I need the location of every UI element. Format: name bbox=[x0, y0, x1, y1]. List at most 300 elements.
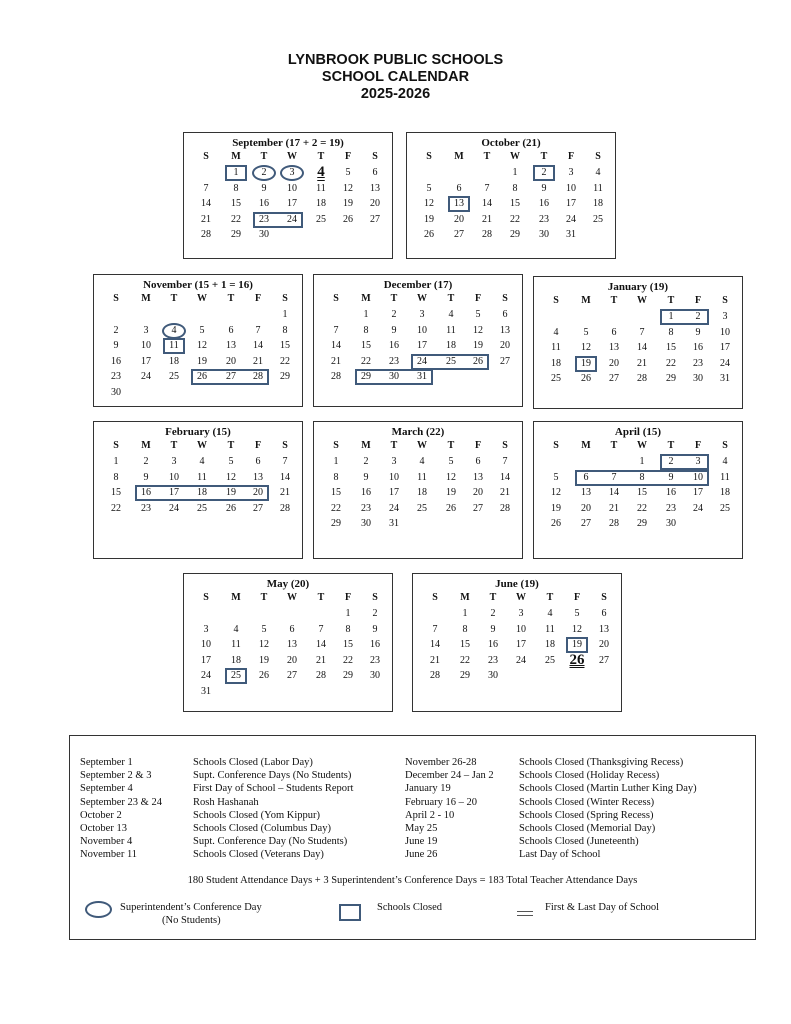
day-cell: 7 bbox=[255, 324, 261, 336]
day-cell: 20 bbox=[226, 355, 236, 367]
day-cell: 23 bbox=[389, 355, 399, 367]
weekday-label: T bbox=[317, 592, 325, 603]
month-0 bbox=[183, 132, 393, 259]
day-cell: 11 bbox=[231, 639, 241, 650]
weekday-label: T bbox=[610, 440, 618, 451]
weekday-label: S bbox=[203, 592, 209, 603]
day-cell: 17 bbox=[566, 198, 576, 209]
day-cell: 7 bbox=[639, 326, 645, 338]
day-cell: 8 bbox=[282, 324, 288, 336]
weekday-label: T bbox=[317, 151, 325, 162]
day-cell: 16 bbox=[370, 639, 380, 650]
weekday-label: S bbox=[113, 440, 119, 451]
day-cell: 22 bbox=[111, 502, 121, 514]
day-cell: 10 bbox=[389, 471, 399, 483]
day-cell: 6 bbox=[255, 456, 261, 467]
day-cell: 14 bbox=[253, 340, 263, 351]
weekday-label: T bbox=[260, 592, 268, 603]
weekday-label: F bbox=[474, 440, 482, 451]
day-cell: 7 bbox=[318, 623, 324, 635]
day-cell: 12 bbox=[226, 471, 236, 483]
day-cell: 21 bbox=[280, 487, 290, 498]
day-cell: 21 bbox=[609, 502, 619, 514]
day-cell: 8 bbox=[333, 471, 339, 483]
day-cell: 8 bbox=[345, 623, 351, 635]
day-cell: 16 bbox=[693, 342, 703, 353]
day-cell: 22 bbox=[460, 654, 470, 666]
day-cell: 31 bbox=[720, 373, 730, 384]
day-cell: 22 bbox=[331, 502, 341, 514]
event-description: Schools Closed (Spring Recess) bbox=[519, 809, 654, 821]
weekday-label: W bbox=[287, 592, 297, 603]
day-cell: 17 bbox=[141, 355, 151, 367]
weekday-label: W bbox=[417, 440, 427, 451]
event-date: May 25 bbox=[405, 823, 438, 834]
day-cell: 15 bbox=[361, 340, 371, 351]
day-cell: 9 bbox=[113, 340, 119, 351]
day-cell: 31 bbox=[417, 371, 427, 382]
day-cell: 16 bbox=[141, 487, 151, 498]
day-cell: 21 bbox=[201, 213, 211, 225]
day-cell: 21 bbox=[253, 355, 263, 367]
day-cell: 15 bbox=[331, 487, 341, 498]
day-cell: 10 bbox=[141, 340, 151, 351]
day-cell: 13 bbox=[581, 487, 591, 498]
event-description: Schools Closed (Martin Luther King Day) bbox=[519, 783, 697, 795]
day-cell: 20 bbox=[581, 502, 591, 514]
day-cell: 9 bbox=[695, 326, 701, 338]
day-cell: 18 bbox=[446, 340, 456, 351]
month-name: February (15) bbox=[165, 426, 231, 438]
day-cell: 3 bbox=[568, 167, 574, 178]
day-cell: 7 bbox=[484, 182, 490, 194]
weekday-label: W bbox=[637, 440, 647, 451]
day-cell: 12 bbox=[446, 471, 456, 483]
month-4 bbox=[533, 276, 743, 409]
event-description: First Day of School – Students Report bbox=[193, 783, 354, 795]
weekday-label: S bbox=[372, 592, 378, 603]
day-cell: 15 bbox=[460, 639, 470, 650]
month-name: March (22) bbox=[391, 426, 445, 438]
day-cell: 16 bbox=[361, 487, 371, 498]
event-date: October 13 bbox=[80, 823, 127, 834]
weekday-label: S bbox=[333, 440, 339, 451]
day-cell: 22 bbox=[510, 213, 520, 225]
day-cell: 28 bbox=[609, 518, 619, 529]
weekday-label: F bbox=[694, 440, 702, 451]
day-cell: 14 bbox=[482, 198, 492, 209]
day-cell: 23 bbox=[361, 502, 371, 514]
key-box-label: Schools Closed bbox=[377, 902, 443, 913]
day-cell: 22 bbox=[361, 355, 371, 367]
day-cell: 20 bbox=[253, 487, 263, 498]
weekday-label: W bbox=[516, 592, 526, 603]
event-date: June 26 bbox=[405, 849, 438, 861]
day-cell: 24 bbox=[566, 213, 576, 225]
district-title: LYNBROOK PUBLIC SCHOOLS bbox=[287, 52, 504, 68]
event-description: Schools Closed (Veterans Day) bbox=[193, 849, 324, 861]
day-cell: 23 bbox=[141, 502, 151, 514]
day-cell: 26 bbox=[569, 651, 585, 668]
closed-box-icon bbox=[339, 904, 361, 921]
weekday-label: T bbox=[227, 293, 235, 304]
weekday-label: T bbox=[546, 592, 554, 603]
day-cell: 20 bbox=[500, 340, 510, 351]
day-cell: 3 bbox=[203, 623, 209, 635]
day-cell: 3 bbox=[171, 456, 177, 467]
day-cell: 17 bbox=[201, 654, 211, 666]
day-cell: 5 bbox=[345, 167, 351, 178]
day-cell: 15 bbox=[637, 487, 647, 498]
day-cell: 20 bbox=[473, 487, 483, 498]
day-cell: 18 bbox=[316, 198, 326, 209]
day-cell: 2 bbox=[113, 324, 119, 336]
day-cell: 9 bbox=[143, 471, 149, 483]
day-cell: 13 bbox=[454, 198, 464, 209]
month-name: January (19) bbox=[607, 281, 669, 293]
day-cell: 6 bbox=[372, 167, 378, 178]
day-cell: 17 bbox=[516, 639, 526, 650]
day-cell: 3 bbox=[518, 608, 524, 619]
day-cell: 18 bbox=[197, 487, 207, 498]
day-cell: 2 bbox=[695, 311, 701, 322]
day-cell: 5 bbox=[448, 456, 454, 467]
day-cell: 9 bbox=[363, 471, 369, 483]
day-cell: 19 bbox=[424, 213, 434, 225]
weekday-label: T bbox=[170, 440, 178, 451]
day-cell: 17 bbox=[693, 487, 703, 498]
day-cell: 31 bbox=[201, 685, 211, 697]
day-cell: 21 bbox=[637, 357, 647, 369]
day-cell: 26 bbox=[226, 502, 236, 514]
day-cell: 11 bbox=[169, 340, 179, 351]
event-date: November 26-28 bbox=[405, 757, 477, 768]
day-cell: 4 bbox=[419, 456, 425, 467]
day-cell: 10 bbox=[720, 326, 730, 338]
day-cell: 9 bbox=[668, 471, 674, 483]
day-cell: 11 bbox=[316, 182, 326, 194]
event-date: December 24 – Jan 2 bbox=[405, 770, 494, 782]
day-cell: 16 bbox=[666, 487, 676, 498]
day-cell: 6 bbox=[228, 324, 234, 336]
weekday-label: M bbox=[581, 440, 591, 451]
day-cell: 18 bbox=[593, 198, 603, 209]
day-cell: 23 bbox=[693, 357, 703, 369]
month-2 bbox=[93, 274, 303, 407]
event-description: Schools Closed (Yom Kippur) bbox=[193, 809, 320, 821]
day-cell: 9 bbox=[372, 623, 378, 635]
day-cell: 12 bbox=[343, 182, 353, 194]
day-cell: 5 bbox=[583, 326, 589, 338]
weekday-label: T bbox=[489, 592, 497, 603]
day-cell: 23 bbox=[666, 502, 676, 514]
day-cell: 11 bbox=[720, 471, 730, 483]
day-cell: 4 bbox=[553, 326, 559, 338]
weekday-label: S bbox=[282, 440, 288, 451]
day-cell: 25 bbox=[231, 670, 241, 681]
day-cell: 12 bbox=[581, 342, 591, 353]
day-cell: 24 bbox=[201, 670, 211, 681]
day-cell: 12 bbox=[572, 623, 582, 635]
month-name: June (19) bbox=[495, 578, 539, 590]
day-cell: 18 bbox=[720, 487, 730, 498]
day-cell: 27 bbox=[500, 355, 510, 367]
day-cell: 25 bbox=[720, 502, 730, 514]
day-cell: 30 bbox=[111, 386, 121, 398]
day-cell: 25 bbox=[169, 371, 179, 382]
day-cell: 3 bbox=[143, 324, 149, 336]
event-description: Rosh Hashanah bbox=[193, 796, 259, 808]
weekday-label: S bbox=[333, 293, 339, 304]
event-date: September 1 bbox=[80, 757, 133, 768]
weekday-label: F bbox=[567, 151, 575, 162]
weekday-label: S bbox=[502, 293, 508, 304]
attendance-summary: 180 Student Attendance Days + 3 Superintendent’s Conference Days = 183 Total Teacher Attendance Days bbox=[187, 875, 638, 886]
day-cell: 13 bbox=[287, 639, 297, 650]
event-date: January 19 bbox=[405, 783, 451, 795]
event-date: September 23 & 24 bbox=[80, 796, 162, 808]
weekday-label: M bbox=[454, 151, 464, 162]
weekday-label: T bbox=[260, 151, 268, 162]
weekday-label: S bbox=[426, 151, 432, 162]
event-description: Schools Closed (Thanksgiving Recess) bbox=[519, 757, 684, 768]
day-cell: 24 bbox=[516, 654, 526, 666]
day-cell: 16 bbox=[389, 340, 399, 351]
weekday-label: F bbox=[344, 592, 352, 603]
day-cell: 24 bbox=[389, 502, 399, 514]
day-cell: 19 bbox=[572, 639, 582, 650]
event-description: Schools Closed (Holiday Recess) bbox=[519, 770, 660, 782]
day-cell: 28 bbox=[201, 229, 211, 240]
weekday-label: S bbox=[113, 293, 119, 304]
day-cell: 2 bbox=[391, 309, 397, 320]
day-cell: 8 bbox=[639, 471, 645, 483]
day-cell: 10 bbox=[169, 471, 179, 483]
day-cell: 5 bbox=[228, 456, 234, 467]
day-cell: 15 bbox=[111, 487, 121, 498]
day-cell: 3 bbox=[419, 309, 425, 320]
month-name: September (17 + 2 = 19) bbox=[232, 137, 344, 149]
day-cell: 5 bbox=[261, 623, 267, 635]
day-cell: 1 bbox=[462, 608, 468, 619]
month-9 bbox=[412, 573, 622, 712]
day-cell: 1 bbox=[282, 309, 288, 320]
day-cell: 4 bbox=[233, 623, 239, 635]
day-cell: 29 bbox=[331, 518, 341, 529]
day-cell: 13 bbox=[253, 471, 263, 483]
day-cell: 27 bbox=[253, 502, 263, 514]
day-cell: 30 bbox=[488, 670, 498, 681]
key-oval-sub: (No Students) bbox=[162, 915, 221, 926]
day-cell: 15 bbox=[343, 639, 353, 650]
day-cell: 20 bbox=[287, 654, 297, 666]
day-cell: 15 bbox=[231, 198, 241, 209]
weekday-label: T bbox=[483, 151, 491, 162]
day-cell: 25 bbox=[417, 502, 427, 514]
weekday-label: T bbox=[390, 293, 398, 304]
day-cell: 14 bbox=[609, 487, 619, 498]
day-cell: 19 bbox=[581, 357, 591, 369]
weekday-label: S bbox=[432, 592, 438, 603]
day-cell: 27 bbox=[226, 371, 236, 382]
day-cell: 27 bbox=[599, 654, 609, 666]
weekday-label: W bbox=[197, 293, 207, 304]
day-cell: 22 bbox=[280, 355, 290, 367]
weekday-label: M bbox=[581, 295, 591, 306]
day-cell: 14 bbox=[280, 471, 290, 483]
day-cell: 11 bbox=[417, 471, 427, 483]
weekday-label: S bbox=[553, 440, 559, 451]
day-cell: 11 bbox=[545, 623, 555, 635]
day-cell: 17 bbox=[169, 487, 179, 498]
day-cell: 29 bbox=[460, 670, 470, 681]
day-cell: 18 bbox=[417, 487, 427, 498]
month-5 bbox=[93, 421, 303, 559]
month-name: May (20) bbox=[266, 578, 310, 590]
day-cell: 29 bbox=[343, 670, 353, 681]
conference-oval-icon bbox=[85, 901, 112, 918]
day-cell: 14 bbox=[316, 639, 326, 650]
day-cell: 27 bbox=[609, 373, 619, 384]
weekday-label: S bbox=[502, 440, 508, 451]
day-cell: 4 bbox=[448, 309, 454, 320]
day-cell: 3 bbox=[722, 311, 728, 322]
day-cell: 28 bbox=[482, 229, 492, 240]
event-description: Schools Closed (Columbus Day) bbox=[193, 823, 331, 834]
day-cell: 9 bbox=[261, 182, 267, 194]
weekday-label: S bbox=[372, 151, 378, 162]
weekday-label: S bbox=[601, 592, 607, 603]
day-cell: 20 bbox=[370, 198, 380, 209]
day-cell: 23 bbox=[539, 213, 549, 225]
day-cell: 14 bbox=[331, 340, 341, 351]
day-cell: 1 bbox=[333, 456, 339, 467]
key-oval-label: Superintendent’s Conference Day bbox=[120, 902, 262, 913]
day-cell: 19 bbox=[446, 487, 456, 498]
day-cell: 4 bbox=[547, 608, 553, 619]
month-8 bbox=[183, 573, 393, 712]
day-cell: 11 bbox=[197, 471, 207, 483]
day-cell: 2 bbox=[372, 608, 378, 619]
day-cell: 26 bbox=[259, 670, 269, 681]
event-date: September 4 bbox=[80, 783, 133, 795]
day-cell: 6 bbox=[611, 326, 617, 338]
day-cell: 17 bbox=[720, 342, 730, 353]
day-cell: 1 bbox=[363, 309, 369, 320]
day-cell: 29 bbox=[666, 373, 676, 384]
day-cell: 8 bbox=[668, 326, 674, 338]
day-cell: 10 bbox=[201, 639, 211, 650]
day-cell: 24 bbox=[693, 502, 703, 514]
day-cell: 21 bbox=[331, 355, 341, 367]
day-cell: 11 bbox=[593, 182, 603, 194]
weekday-label: S bbox=[553, 295, 559, 306]
day-cell: 25 bbox=[593, 213, 603, 225]
day-cell: 31 bbox=[566, 229, 576, 240]
day-cell: 28 bbox=[253, 371, 263, 382]
weekday-label: M bbox=[361, 440, 371, 451]
weekday-label: T bbox=[447, 293, 455, 304]
weekday-label: F bbox=[573, 592, 581, 603]
month-name: April (15) bbox=[614, 426, 662, 438]
day-cell: 27 bbox=[454, 229, 464, 240]
day-cell: 6 bbox=[601, 608, 607, 619]
day-cell: 19 bbox=[226, 487, 236, 498]
day-cell: 11 bbox=[551, 342, 561, 353]
day-cell: 28 bbox=[280, 502, 290, 514]
day-cell: 4 bbox=[722, 456, 728, 467]
day-cell: 13 bbox=[599, 623, 609, 635]
day-cell: 20 bbox=[454, 213, 464, 225]
day-cell: 26 bbox=[581, 373, 591, 384]
event-description: Schools Closed (Memorial Day) bbox=[519, 823, 656, 834]
day-cell: 12 bbox=[551, 487, 561, 498]
month-7 bbox=[533, 421, 743, 559]
event-description: Schools Closed (Winter Recess) bbox=[519, 796, 655, 808]
day-cell: 10 bbox=[566, 182, 576, 194]
weekday-label: M bbox=[141, 293, 151, 304]
day-cell: 24 bbox=[287, 213, 297, 225]
day-cell: 16 bbox=[111, 355, 121, 367]
day-cell: 1 bbox=[639, 456, 645, 467]
weekday-label: T bbox=[447, 440, 455, 451]
day-cell: 29 bbox=[280, 371, 290, 382]
day-cell: 17 bbox=[417, 340, 427, 351]
day-cell: 25 bbox=[446, 355, 456, 367]
day-cell: 22 bbox=[231, 213, 241, 225]
day-cell: 5 bbox=[574, 608, 580, 619]
day-cell: 13 bbox=[500, 324, 510, 336]
key-line-label: First & Last Day of School bbox=[545, 902, 660, 913]
day-cell: 19 bbox=[551, 502, 561, 514]
day-cell: 18 bbox=[551, 357, 561, 369]
day-cell: 2 bbox=[668, 456, 674, 467]
weekday-label: W bbox=[510, 151, 520, 162]
day-cell: 17 bbox=[389, 487, 399, 498]
day-cell: 7 bbox=[611, 471, 617, 483]
school-year: 2025-2026 bbox=[360, 86, 431, 102]
weekday-label: F bbox=[254, 293, 262, 304]
day-cell: 29 bbox=[510, 229, 520, 240]
day-cell: 24 bbox=[720, 357, 730, 369]
calendar-title: SCHOOL CALENDAR bbox=[321, 69, 470, 85]
day-cell: 30 bbox=[539, 229, 549, 240]
day-cell: 1 bbox=[345, 608, 351, 619]
day-cell: 19 bbox=[197, 355, 207, 367]
day-cell: 9 bbox=[541, 182, 547, 194]
day-cell: 22 bbox=[637, 502, 647, 514]
event-description: Supt. Conference Day (No Students) bbox=[193, 836, 348, 848]
day-cell: 29 bbox=[231, 229, 241, 240]
day-cell: 5 bbox=[426, 182, 432, 194]
weekday-label: S bbox=[203, 151, 209, 162]
month-1 bbox=[406, 132, 616, 259]
day-cell: 4 bbox=[171, 324, 177, 336]
weekday-label: T bbox=[610, 295, 618, 306]
event-description: Supt. Conference Days (No Students) bbox=[193, 770, 352, 782]
day-cell: 10 bbox=[693, 471, 703, 483]
day-cell: 2 bbox=[261, 167, 267, 178]
event-description: Schools Closed (Juneteenth) bbox=[519, 836, 639, 848]
day-cell: 12 bbox=[197, 340, 207, 351]
day-cell: 26 bbox=[446, 502, 456, 514]
event-date: June 19 bbox=[405, 836, 438, 848]
month-3 bbox=[313, 274, 523, 407]
day-cell: 30 bbox=[389, 371, 399, 382]
day-cell: 16 bbox=[539, 198, 549, 209]
day-cell: 9 bbox=[490, 623, 496, 635]
day-cell: 30 bbox=[361, 518, 371, 529]
